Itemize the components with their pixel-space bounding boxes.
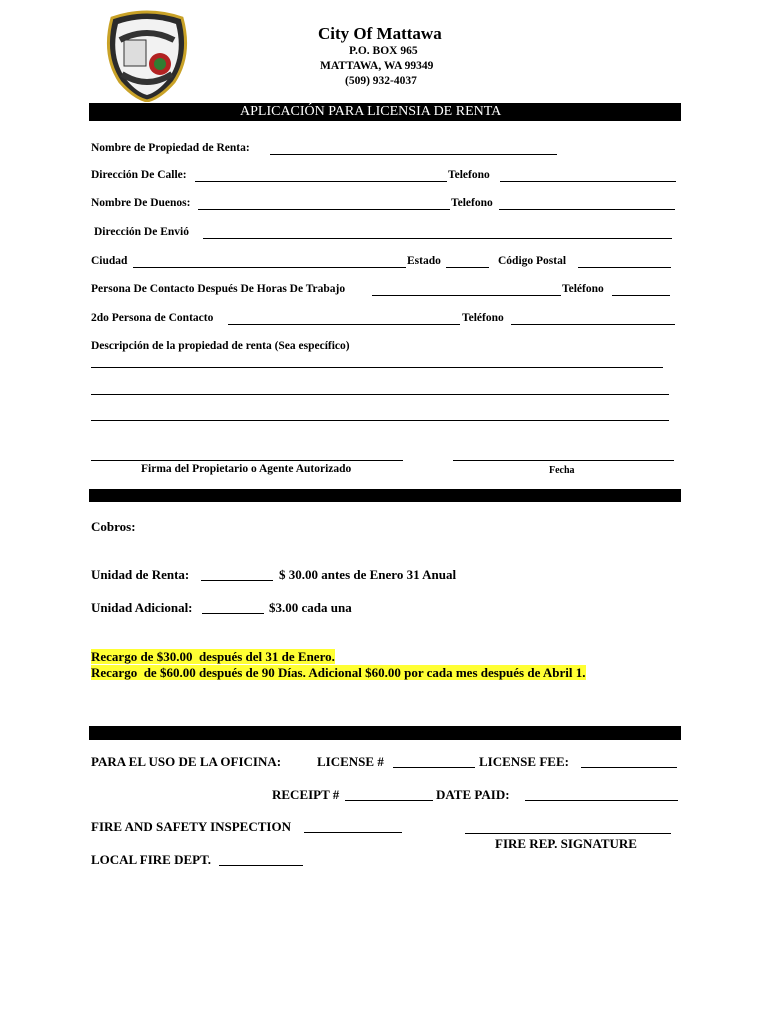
rental-unit-label: Unidad de Renta: <box>91 567 190 582</box>
description-label: Descripción de la propiedad de renta (Sea específico) <box>91 340 350 352</box>
description-line-2[interactable] <box>91 394 669 395</box>
late-fee-1-text: Recargo de $30.00 después del 31 de Enero. <box>91 649 335 664</box>
additional-unit-field[interactable] <box>202 613 264 614</box>
postal-code-label: Código Postal <box>498 255 567 267</box>
receipt-label: RECEIPT # <box>272 787 340 802</box>
local-fire-dept-label: LOCAL FIRE DEPT. <box>91 852 212 867</box>
description-line-3[interactable] <box>91 420 669 421</box>
rental-unit-fee: $ 30.00 antes de Enero 31 Anual <box>279 567 457 582</box>
phone-number: (509) 932-4037 <box>345 75 417 87</box>
mailing-address-field[interactable] <box>203 238 672 239</box>
office-use-heading: PARA EL USO DE LA OFICINA: <box>91 754 282 769</box>
second-phone-label: Teléfono <box>462 312 504 324</box>
property-name-label: Nombre de Propiedad de Renta: <box>91 142 250 154</box>
form-title: APLICACIÓN PARA LICENSIA DE RENTA <box>240 104 502 119</box>
late-fee-notice-2 <box>91 665 586 681</box>
street-address-label: Dirección De Calle: <box>91 169 187 181</box>
late-fee-notice-1 <box>91 649 335 665</box>
license-number-field[interactable] <box>393 767 475 768</box>
fire-inspection-label: FIRE AND SAFETY INSPECTION <box>91 819 291 834</box>
po-box: P.O. BOX 965 <box>349 45 418 57</box>
second-contact-field[interactable] <box>228 324 460 325</box>
rental-unit-field[interactable] <box>201 580 273 581</box>
second-phone-field[interactable] <box>511 324 675 325</box>
owner-name-label: Nombre De Duenos: <box>91 197 191 209</box>
date-paid-label: DATE PAID: <box>436 787 510 802</box>
signature-line[interactable] <box>91 460 403 461</box>
city-state-zip: MATTAWA, WA 99349 <box>320 60 434 72</box>
second-contact-label: 2do Persona de Contacto <box>91 312 214 324</box>
fire-inspection-field[interactable] <box>304 832 402 833</box>
property-name-field[interactable] <box>270 154 557 155</box>
office-divider-bar <box>89 726 681 740</box>
state-field[interactable] <box>446 267 489 268</box>
date-paid-field[interactable] <box>525 800 678 801</box>
phone-2-label: Telefono <box>451 197 493 209</box>
receipt-field[interactable] <box>345 800 433 801</box>
phone-1-label: Telefono <box>448 169 490 181</box>
mailing-address-label: Dirección De Envió <box>94 226 189 238</box>
after-hours-phone-field[interactable] <box>612 295 670 296</box>
signature-label: Firma del Propietario o Agente Autorizado <box>141 463 352 475</box>
postal-code-field[interactable] <box>578 267 671 268</box>
phone-1-field[interactable] <box>500 181 676 182</box>
city-title: City Of Mattawa <box>318 24 442 43</box>
fire-rep-signature-label: FIRE REP. SIGNATURE <box>495 836 637 851</box>
additional-unit-label: Unidad Adicional: <box>91 600 193 615</box>
date-label: Fecha <box>549 465 575 476</box>
state-label: Estado <box>407 255 441 267</box>
fire-rep-signature-line[interactable] <box>465 833 671 834</box>
additional-unit-fee: $3.00 cada una <box>269 600 352 615</box>
section-divider-bar <box>89 489 681 502</box>
late-fee-2-text: Recargo de $60.00 después de 90 Días. Adicional $60.00 por cada mes después de Abril 1. <box>91 665 586 680</box>
owner-name-field[interactable] <box>198 209 450 210</box>
after-hours-phone-label: Teléfono <box>562 283 604 295</box>
phone-2-field[interactable] <box>499 209 675 210</box>
city-field[interactable] <box>133 267 406 268</box>
date-line[interactable] <box>453 460 674 461</box>
license-fee-label: LICENSE FEE: <box>479 754 569 769</box>
description-line-1[interactable] <box>91 367 663 368</box>
fees-heading: Cobros: <box>91 519 136 534</box>
fire-department-seal-logo <box>104 10 190 102</box>
license-fee-field[interactable] <box>581 767 677 768</box>
after-hours-contact-field[interactable] <box>372 295 561 296</box>
city-label: Ciudad <box>91 255 128 267</box>
after-hours-contact-label: Persona De Contacto Después De Horas De Trabajo <box>91 283 346 295</box>
license-number-label: LICENSE # <box>317 754 384 769</box>
local-fire-dept-field[interactable] <box>219 865 303 866</box>
street-address-field[interactable] <box>195 181 447 182</box>
